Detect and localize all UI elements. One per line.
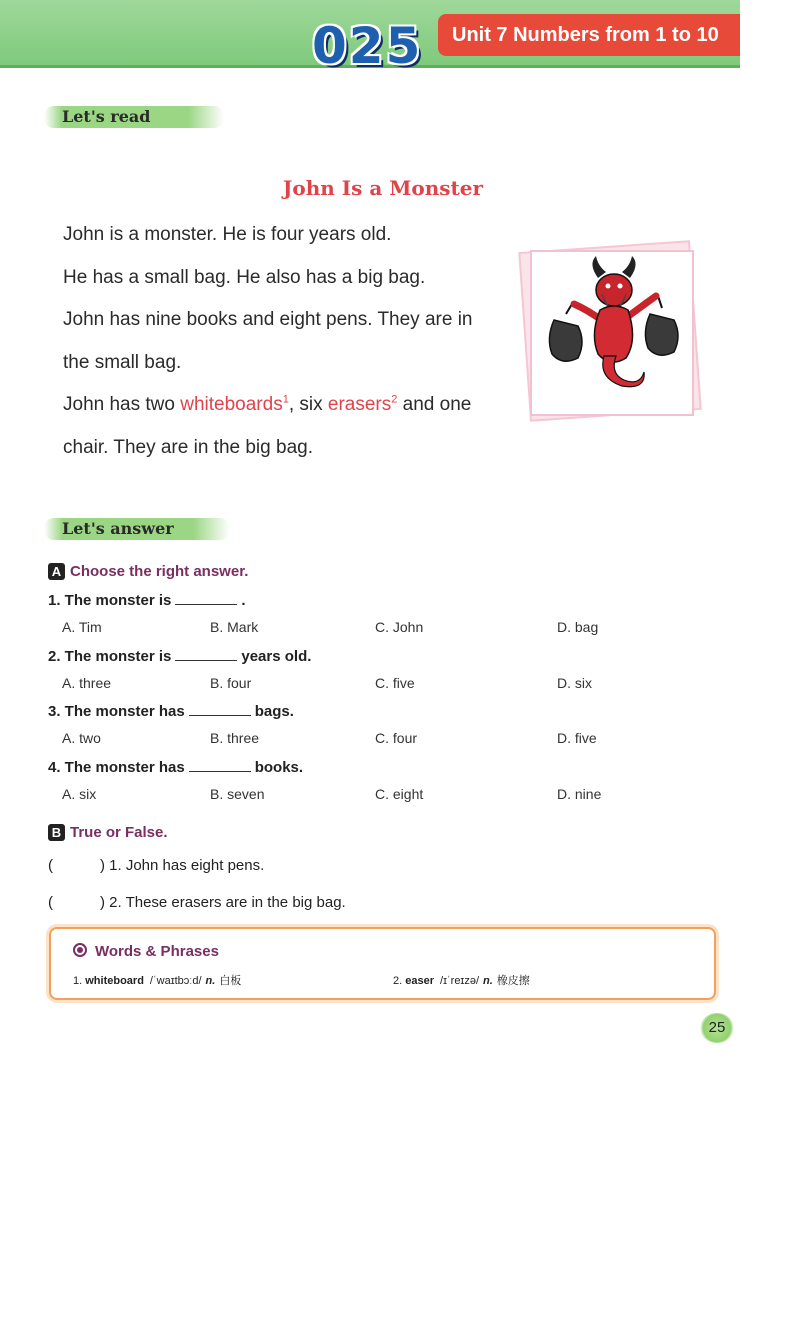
- part-a-badge: A: [48, 563, 65, 580]
- story-line: the small bag.: [63, 351, 182, 373]
- option[interactable]: B. three: [210, 730, 260, 746]
- word-phonetic: /ɪˈreɪzə/: [440, 975, 480, 987]
- vocab-word-erasers: erasers: [327, 394, 392, 415]
- section-tag-answer: Let's answer: [44, 518, 230, 540]
- question-4: [48, 758, 303, 776]
- option[interactable]: A. Tim: [62, 619, 102, 635]
- story-title: John Is a Monster: [282, 176, 484, 200]
- footnote-marker: 2: [391, 393, 398, 406]
- word-pos: n.: [205, 975, 216, 987]
- answer-paren: (: [48, 894, 53, 911]
- word-num: 1.: [73, 975, 83, 987]
- question-suffix: bags.: [254, 703, 294, 720]
- story-text-part: , six: [288, 394, 328, 415]
- story-line: [63, 384, 523, 427]
- answer-blank[interactable]: [189, 758, 251, 772]
- word-phonetic: /ˈwaɪtbɔːd/: [149, 975, 202, 987]
- story-text-part: and one: [397, 394, 472, 415]
- option[interactable]: B. Mark: [210, 619, 259, 635]
- option[interactable]: C. five: [375, 675, 415, 691]
- statement: ) 2. These erasers are in the big bag.: [100, 894, 346, 911]
- part-b-title: True or False.: [70, 824, 168, 841]
- story-text: [63, 214, 523, 469]
- answer-paren: (: [48, 857, 53, 874]
- word-entry: [73, 972, 241, 988]
- word-term: whiteboard: [85, 975, 144, 987]
- words-phrases-box: [49, 927, 716, 1000]
- footnote-marker: 1: [282, 393, 289, 406]
- option[interactable]: C. four: [375, 730, 418, 746]
- option[interactable]: D. six: [557, 675, 592, 691]
- question-text: 4. The monster has: [48, 759, 185, 776]
- monster-illustration: [532, 252, 696, 418]
- question-text: 1. The monster is: [48, 592, 172, 609]
- part-a-title: Choose the right answer.: [70, 563, 249, 580]
- question-suffix: years old.: [241, 648, 312, 665]
- monster-picture: [530, 250, 694, 416]
- answer-blank[interactable]: [189, 702, 251, 716]
- part-b-heading: [48, 824, 168, 841]
- question-text: 3. The monster has: [48, 703, 185, 720]
- option[interactable]: A. two: [62, 730, 101, 746]
- section-tag-read: Let's read: [44, 106, 224, 128]
- words-title-text: Words & Phrases: [95, 943, 219, 960]
- option[interactable]: D. bag: [557, 619, 599, 635]
- story-line: He has a small bag. He also has a big bag.: [63, 266, 426, 288]
- part-b-badge: B: [48, 824, 65, 841]
- unit-title: Unit 7 Numbers from 1 to 10: [438, 14, 740, 56]
- word-num: 2.: [393, 975, 403, 987]
- page-number: 25: [700, 1013, 734, 1043]
- word-term: easer: [405, 975, 435, 987]
- story-line: John has nine books and eight pens. They are in: [63, 309, 473, 330]
- story-line: chair. They are in the big bag.: [63, 436, 313, 458]
- option[interactable]: A. three: [62, 675, 112, 691]
- part-a-heading: [48, 563, 248, 580]
- question-2: [48, 647, 311, 665]
- story-text-part: John has two: [63, 394, 181, 415]
- answer-blank[interactable]: [175, 647, 237, 661]
- question-suffix: .: [241, 592, 246, 609]
- word-meaning: 白板: [219, 975, 242, 987]
- question-1: [48, 591, 246, 609]
- option[interactable]: B. seven: [210, 786, 265, 802]
- option[interactable]: C. John: [375, 619, 424, 635]
- word-pos: n.: [483, 975, 493, 987]
- option[interactable]: D. nine: [557, 786, 602, 802]
- question-suffix: books.: [254, 759, 304, 776]
- question-text: 2. The monster is: [48, 648, 172, 665]
- word-meaning: 橡皮擦: [496, 975, 530, 987]
- word-entry: [393, 972, 530, 988]
- words-title: [73, 943, 219, 960]
- vocab-word-whiteboards: whiteboards: [180, 394, 283, 415]
- option[interactable]: B. four: [210, 675, 252, 691]
- question-3: [48, 702, 294, 720]
- lesson-number: 025: [312, 17, 423, 75]
- option[interactable]: D. five: [557, 730, 597, 746]
- statement: ) 1. John has eight pens.: [100, 857, 265, 874]
- true-false-item[interactable]: [48, 857, 264, 874]
- option[interactable]: A. six: [62, 786, 97, 802]
- story-line: John is a monster. He is four years old.: [63, 224, 392, 245]
- true-false-item[interactable]: [48, 894, 346, 911]
- answer-blank[interactable]: [175, 591, 237, 605]
- target-icon: [73, 943, 87, 957]
- option[interactable]: C. eight: [375, 786, 424, 802]
